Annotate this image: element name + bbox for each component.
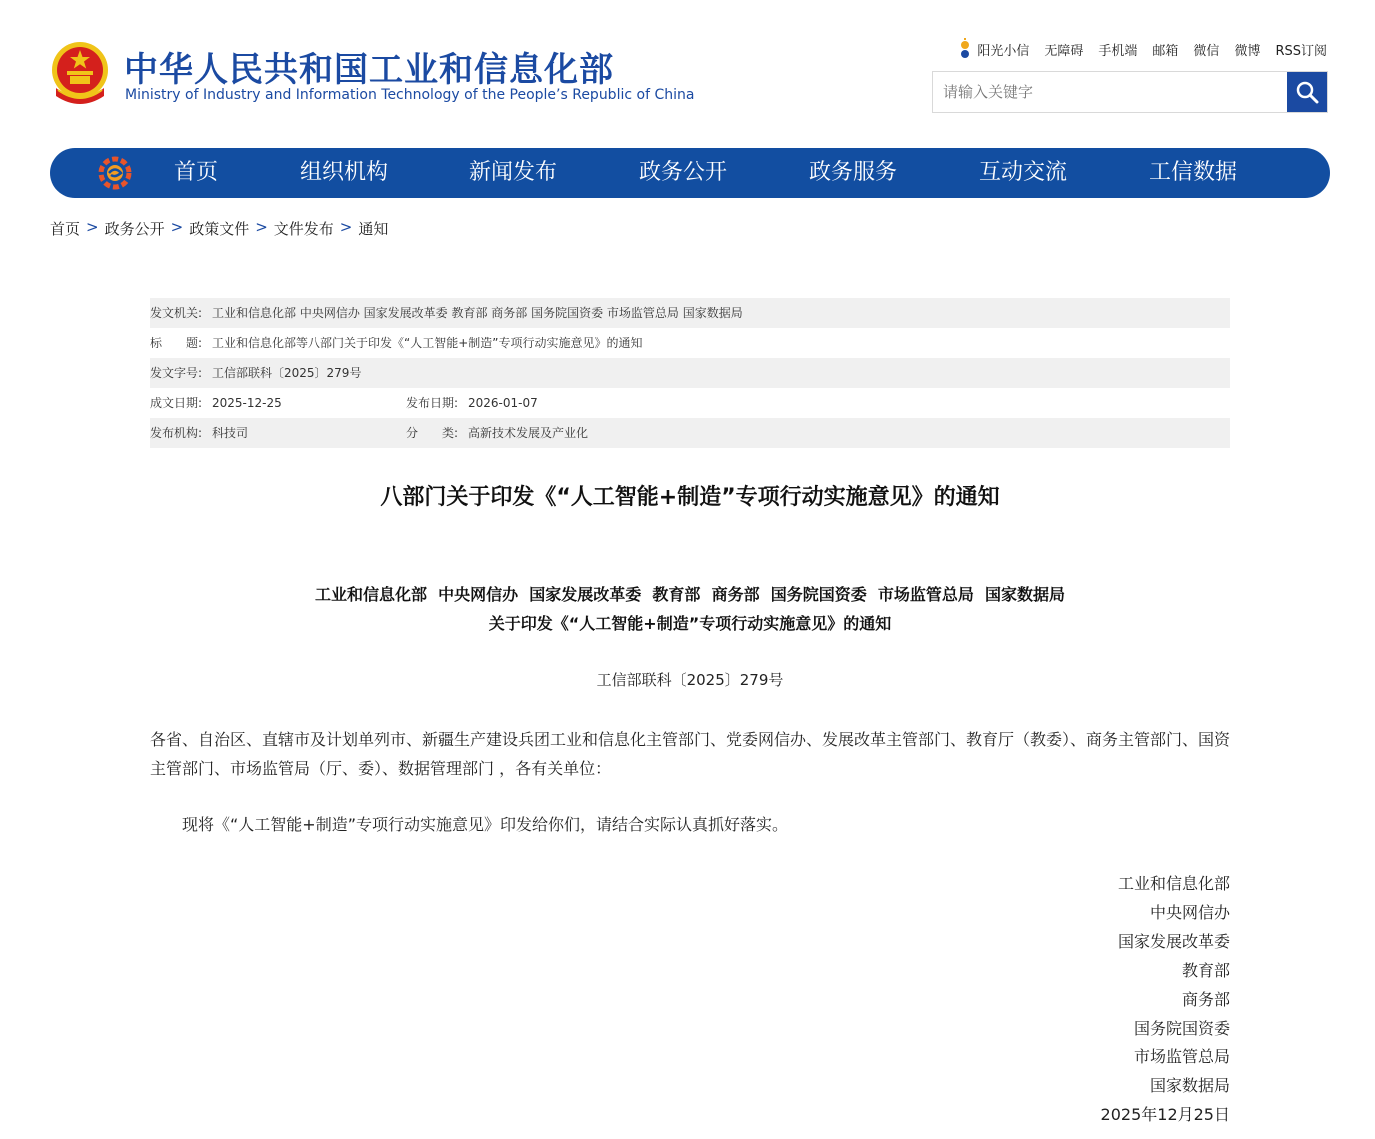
top-links — [957, 38, 1327, 60]
info-row-issuer — [150, 298, 1230, 328]
breadcrumb-notice[interactable]: 通知 — [358, 220, 389, 238]
nav-home[interactable]: 首页 — [174, 160, 219, 185]
nav-interaction[interactable]: 互动交流 — [979, 160, 1068, 185]
breadcrumb-separator: > — [255, 218, 268, 236]
search-box — [932, 71, 1328, 113]
written-date-value: 2025-12-25 — [212, 396, 282, 410]
info-row-title — [150, 328, 1230, 358]
signature-line: 国务院国资委 — [1133, 1018, 1230, 1038]
search-button[interactable] — [1287, 72, 1327, 112]
published-date-value: 2026-01-07 — [468, 396, 538, 410]
article-subtitle: 关于印发《“人工智能+制造”专项行动实施意见》的通知 — [488, 614, 892, 633]
sun-icon — [957, 38, 973, 60]
signature-line: 中央网信办 — [1149, 902, 1230, 922]
signature-line: 国家发展改革委 — [1117, 931, 1230, 951]
written-date-label: 成文日期: — [150, 396, 203, 410]
signature-line: 教育部 — [1181, 960, 1230, 980]
category-value: 高新技术发展及产业化 — [468, 426, 589, 440]
article-body: 现将《“人工智能+制造”专项行动实施意见》印发给你们，请结合实际认真抓好落实。 — [182, 815, 788, 834]
signature-date: 2025年12月25日 — [1100, 1105, 1230, 1125]
signature-block — [1101, 870, 1230, 1130]
docno-value: 工信部联科〔2025〕279号 — [212, 366, 362, 380]
signature-line: 国家数据局 — [1149, 1076, 1230, 1096]
toplink-mail[interactable]: 邮箱 — [1152, 43, 1179, 59]
toplink-wechat[interactable]: 微信 — [1193, 43, 1220, 59]
published-date-label: 发布日期: — [406, 396, 459, 410]
breadcrumb — [50, 218, 388, 239]
site-title-cn: 中华人民共和国工业和信息化部 — [124, 50, 614, 90]
toplink-sunshine[interactable] — [957, 38, 1029, 60]
nav-gov-services[interactable]: 政务服务 — [809, 160, 898, 185]
nav-logo-icon — [98, 156, 132, 190]
site-title-en: Ministry of Industry and Information Technology of the People’s Republic of China — [125, 87, 695, 103]
nav-organization[interactable]: 组织机构 — [300, 160, 389, 185]
title-value: 工业和信息化部等八部门关于印发《“人工智能+制造”专项行动实施意见》的通知 — [212, 336, 643, 350]
docno-label: 发文字号: — [150, 366, 203, 380]
main-nav — [50, 148, 1330, 198]
category-label: 分 类: — [406, 426, 459, 440]
article-issuers: 工业和信息化部 中央网信办 国家发展改革委 教育部 商务部 国务院国资委 市场监管总局 国家数据局 — [315, 585, 1065, 604]
info-row-docno — [150, 358, 1230, 388]
signature-line: 商务部 — [1181, 989, 1230, 1009]
issuer-label: 发文机关: — [150, 306, 203, 320]
toplink-weibo[interactable]: 微博 — [1234, 43, 1261, 59]
toplink-mobile[interactable]: 手机端 — [1098, 43, 1138, 59]
breadcrumb-publish[interactable]: 文件发布 — [273, 220, 334, 238]
nav-news[interactable]: 新闻发布 — [469, 160, 558, 185]
nav-data[interactable]: 工信数据 — [1149, 160, 1238, 185]
search-icon — [1295, 80, 1319, 104]
document-info-table — [150, 298, 1230, 448]
article-docno: 工信部联科〔2025〕279号 — [596, 671, 784, 689]
breadcrumb-separator: > — [170, 218, 184, 236]
breadcrumb-home[interactable]: 首页 — [50, 220, 81, 238]
article-title: 八部门关于印发《“人工智能+制造”专项行动实施意见》的通知 — [380, 485, 1000, 510]
signature-line: 市场监管总局 — [1133, 1047, 1230, 1067]
search-input[interactable] — [933, 72, 1293, 112]
nav-gov-affairs-open[interactable]: 政务公开 — [639, 160, 728, 185]
breadcrumb-gov-open[interactable]: 政务公开 — [104, 220, 165, 238]
article-recipients: 各省、自治区、直辖市及计划单列市、新疆生产建设兵团工业和信息化主管部门、党委网信办、发展改革主管部门、教育厅（教委）、商务主管部门、国资主管部门、市场监管局（厅、委）、数据管理部门 ，各有关单位： — [150, 730, 1231, 778]
info-row-dates — [150, 388, 1230, 418]
org-value: 科技司 — [212, 426, 249, 440]
org-label: 发布机构: — [150, 426, 203, 440]
toplink-sunshine-label: 阳光小信 — [977, 43, 1030, 59]
toplink-accessibility[interactable]: 无障碍 — [1044, 43, 1084, 59]
breadcrumb-separator: > — [339, 218, 353, 236]
title-label: 标 题: — [150, 336, 203, 350]
signature-line: 工业和信息化部 — [1117, 874, 1230, 893]
national-emblem-icon — [50, 40, 110, 106]
toplink-rss[interactable]: RSS订阅 — [1275, 43, 1327, 59]
info-row-org — [150, 418, 1230, 448]
breadcrumb-policy[interactable]: 政策文件 — [189, 220, 250, 238]
breadcrumb-separator: > — [86, 218, 99, 236]
issuer-value: 工业和信息化部 中央网信办 国家发展改革委 教育部 商务部 国务院国资委 市场监管总局 国家数据局 — [212, 306, 743, 320]
